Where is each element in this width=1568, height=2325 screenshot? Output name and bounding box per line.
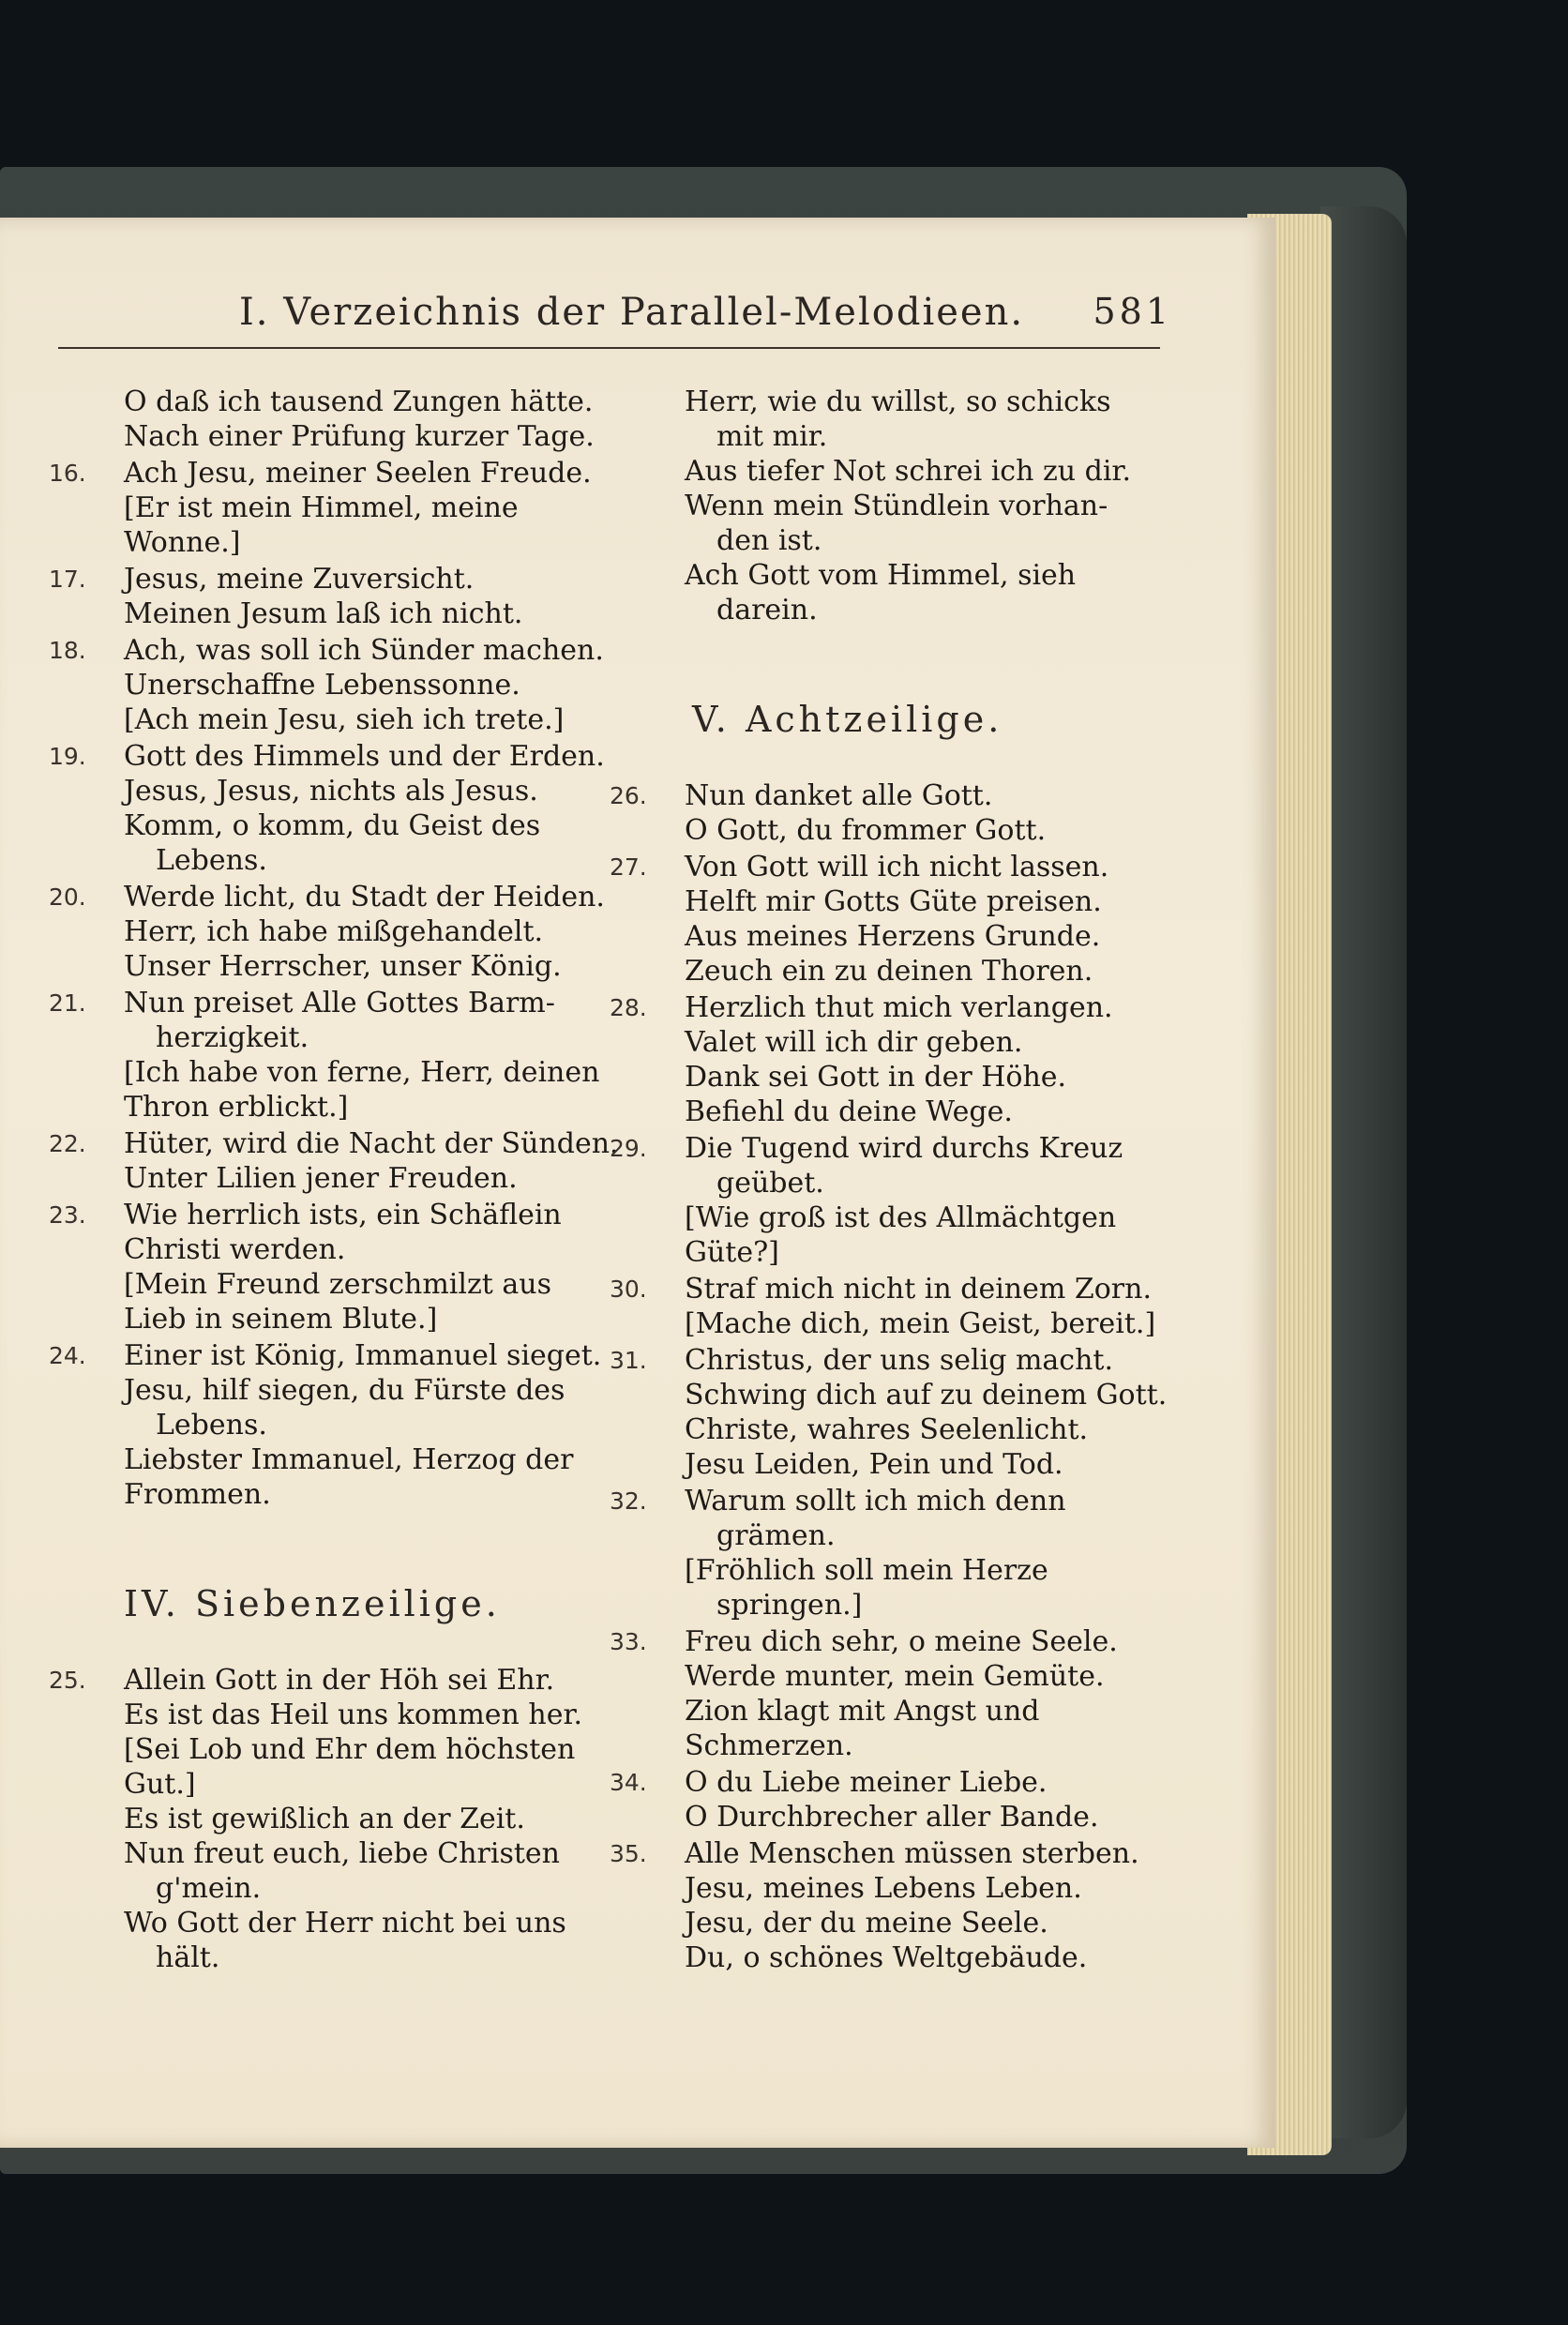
hymn-line: Einer ist König, Immanuel sieget.	[124, 1339, 602, 1372]
hymn-line: Liebster Immanuel, Herzog der	[124, 1443, 574, 1476]
hymn-line: Jesus, meine Zuversicht.	[124, 563, 475, 596]
hymn-line: Gut.]	[124, 1768, 196, 1801]
entry-lines	[124, 739, 605, 878]
hymn-line: Hüter, wird die Nacht der Sünden.	[124, 1127, 619, 1160]
hymn-line: Thron erblickt.]	[124, 1091, 349, 1124]
hymn-line: Wenn mein Stündlein vorhan-	[685, 490, 1108, 522]
hymn-entry	[610, 850, 1158, 989]
hymn-line: darein.	[716, 594, 818, 627]
entry-lines	[685, 385, 1158, 627]
hymn-line: Christe, wahres Seelenlicht.	[685, 1413, 1089, 1446]
hymn-entry	[610, 1272, 1158, 1341]
section-heading-v: V. Achtzeilige.	[692, 699, 1003, 740]
entry-number: 23.	[49, 1201, 86, 1229]
entry-lines	[685, 850, 1158, 989]
entry-lines	[685, 1131, 1158, 1270]
entry-number: 33.	[610, 1628, 647, 1655]
entry-number: 19.	[49, 743, 86, 770]
entry-number: 30.	[610, 1276, 647, 1303]
entry-lines	[685, 1343, 1168, 1482]
hymn-line: Zion klagt mit Angst und	[685, 1695, 1040, 1728]
hymn-line: g'mein.	[156, 1872, 262, 1905]
hymn-line: Ach Jesu, meiner Seelen Freude.	[124, 457, 592, 490]
entry-number: 34.	[610, 1769, 647, 1796]
entry-number: 35.	[610, 1840, 647, 1867]
hymn-line: Aus meines Herzens Grunde.	[685, 920, 1101, 953]
entry-number: 26.	[610, 782, 647, 809]
hymn-line: springen.]	[716, 1589, 863, 1622]
entry-lines	[124, 1663, 583, 1975]
entry-number: 22.	[49, 1130, 86, 1157]
hymn-line: O du Liebe meiner Liebe.	[685, 1766, 1048, 1799]
hymn-line: Es ist gewißlich an der Zeit.	[124, 1803, 525, 1835]
hymn-line: Ach Gott vom Himmel, sieh	[685, 559, 1077, 592]
entry-number: 29.	[610, 1135, 647, 1162]
hymn-line: Nun preiset Alle Gottes Barm-	[124, 987, 555, 1019]
hymn-line: Wie herrlich ists, ein Schäflein	[124, 1199, 562, 1231]
entry-lines	[124, 633, 604, 737]
entry-lines	[124, 1338, 602, 1512]
hymn-entry	[610, 1624, 1158, 1763]
entry-lines	[124, 456, 592, 560]
entry-lines	[685, 778, 1158, 848]
hymn-line: Jesu Leiden, Pein und Tod.	[685, 1448, 1063, 1481]
hymn-entry	[49, 1198, 583, 1336]
hymn-entry	[49, 1338, 602, 1512]
entry-lines	[124, 1198, 583, 1336]
hymn-line: Allein Gott in der Höh sei Ehr.	[124, 1664, 555, 1697]
hymn-entry	[610, 990, 1158, 1129]
section-heading-iv: IV. Siebenzeilige.	[124, 1583, 501, 1624]
hymn-line: Meinen Jesum laß ich nicht.	[124, 597, 523, 630]
hymn-line: O Gott, du frommer Gott.	[685, 814, 1047, 847]
hymn-entry	[610, 778, 1158, 848]
hymn-line: Du, o schönes Weltgebäude.	[685, 1941, 1088, 1974]
page-title: I. Verzeichnis der Parallel-Melodieen.	[239, 291, 1025, 334]
entry-number: 25.	[49, 1667, 86, 1694]
hymn-entry	[49, 1126, 619, 1196]
hymn-line: Dank sei Gott in der Höhe.	[685, 1061, 1067, 1094]
hymn-line: [Mache dich, mein Geist, bereit.]	[685, 1307, 1156, 1340]
page-number: 581	[1093, 291, 1172, 332]
hymn-entry	[610, 1765, 1158, 1834]
hymn-line: Unter Lilien jener Freuden.	[124, 1162, 518, 1195]
hymn-line: Alle Menschen müssen sterben.	[685, 1837, 1139, 1870]
hymn-line: Christus, der uns selig macht.	[685, 1344, 1113, 1377]
hymn-line: Warum sollt ich mich denn	[685, 1485, 1066, 1517]
hymn-line: Unerschaffne Lebenssonne.	[124, 669, 520, 702]
entry-number: 24.	[49, 1342, 86, 1369]
hymn-entry	[49, 986, 600, 1125]
hymn-line: Nach einer Prüfung kurzer Tage.	[124, 420, 595, 453]
hymn-line: Komm, o komm, du Geist des	[124, 809, 541, 842]
hymn-entry	[49, 562, 583, 631]
book-cover-edge	[1320, 206, 1407, 2138]
hymn-line: Es ist das Heil uns kommen her.	[124, 1698, 583, 1731]
hymn-line: [Fröhlich soll mein Herze	[685, 1554, 1048, 1587]
left-column	[49, 385, 619, 1977]
hymn-entry	[610, 385, 1158, 627]
hymn-line: Christi werden.	[124, 1233, 346, 1266]
entry-number: 18.	[49, 637, 86, 664]
hymn-line: Helft mir Gotts Güte preisen.	[685, 885, 1102, 918]
hymn-line: Jesu, meines Lebens Leben.	[685, 1872, 1082, 1905]
hymn-line: Die Tugend wird durchs Kreuz	[685, 1132, 1123, 1165]
hymn-line: Zeuch ein zu deinen Thoren.	[685, 955, 1093, 988]
hymn-line: geübet.	[716, 1167, 824, 1200]
hymn-line: [Wie groß ist des Allmächtgen	[685, 1201, 1117, 1234]
entry-lines	[124, 986, 600, 1125]
hymn-line: herzigkeit.	[156, 1021, 309, 1054]
hymn-line: Werde munter, mein Gemüte.	[685, 1660, 1105, 1693]
entry-number: 17.	[49, 566, 86, 593]
hymn-entry	[49, 880, 605, 984]
hymn-line: Herzlich thut mich verlangen.	[685, 991, 1113, 1024]
entry-number: 28.	[610, 994, 647, 1021]
hymn-line: [Ich habe von ferne, Herr, deinen	[124, 1056, 600, 1089]
hymn-line: Aus tiefer Not schrei ich zu dir.	[685, 455, 1132, 488]
hymn-entry	[49, 633, 604, 737]
hymn-line: Frommen.	[124, 1478, 271, 1511]
hymn-line: Gott des Himmels und der Erden.	[124, 740, 605, 773]
hymn-entry	[49, 385, 595, 454]
entry-number: 27.	[610, 853, 647, 881]
hymn-line: [Ach mein Jesu, sieh ich trete.]	[124, 703, 565, 736]
hymn-entry	[610, 1343, 1168, 1482]
entry-lines	[685, 1272, 1158, 1341]
entry-lines	[685, 1624, 1158, 1763]
entry-lines	[685, 990, 1158, 1129]
hymn-line: Nun freut euch, liebe Christen	[124, 1837, 560, 1870]
hymn-line: [Mein Freund zerschmilzt aus	[124, 1268, 551, 1301]
hymn-line: Wonne.]	[124, 526, 241, 559]
entry-lines	[685, 1765, 1158, 1834]
hymn-line: Herr, ich habe mißgehandelt.	[124, 915, 544, 948]
hymn-line: Lebens.	[156, 844, 267, 877]
hymn-line: Nun danket alle Gott.	[685, 779, 993, 812]
hymn-line: Jesus, Jesus, nichts als Jesus.	[124, 775, 538, 808]
hymn-line: Von Gott will ich nicht lassen.	[685, 851, 1109, 883]
hymn-entry	[610, 1836, 1158, 1975]
entry-number: 20.	[49, 883, 86, 911]
hymn-line: den ist.	[716, 524, 822, 557]
hymn-line: Ach, was soll ich Sünder machen.	[124, 634, 604, 667]
hymn-line: Schwing dich auf zu deinem Gott.	[685, 1379, 1168, 1412]
hymn-line: O Durchbrecher aller Bande.	[685, 1801, 1099, 1834]
hymn-entry	[49, 1663, 583, 1975]
hymn-line: Unser Herrscher, unser König.	[124, 950, 562, 983]
entry-lines	[124, 1126, 619, 1196]
entry-lines	[124, 385, 595, 454]
hymn-line: Schmerzen.	[685, 1729, 853, 1762]
hymn-entry	[610, 1484, 1158, 1623]
hymn-line: O daß ich tausend Zungen hätte.	[124, 385, 594, 418]
hymn-line: Valet will ich dir geben.	[685, 1026, 1023, 1059]
hymn-line: Herr, wie du willst, so schicks	[685, 385, 1111, 418]
hymn-line: Lieb in seinem Blute.]	[124, 1303, 438, 1336]
hymn-entry	[49, 739, 605, 878]
hymn-line: Wo Gott der Herr nicht bei uns	[124, 1907, 566, 1940]
hymn-line: Lebens.	[156, 1409, 267, 1442]
hymn-line: mit mir.	[716, 420, 828, 453]
hymn-line: [Er ist mein Himmel, meine	[124, 491, 519, 524]
entry-lines	[685, 1484, 1158, 1623]
right-column	[610, 385, 1168, 1977]
entry-number: 21.	[49, 989, 86, 1017]
entry-number: 16.	[49, 460, 86, 487]
entry-number: 31.	[610, 1347, 647, 1374]
hymn-line: grämen.	[716, 1519, 836, 1552]
hymn-line: Freu dich sehr, o meine Seele.	[685, 1625, 1118, 1658]
entry-lines	[124, 562, 583, 631]
hymn-entry	[49, 456, 592, 560]
hymn-line: hält.	[156, 1941, 220, 1974]
entry-lines	[124, 880, 605, 984]
hymn-line: [Sei Lob und Ehr dem höchsten	[124, 1733, 576, 1766]
hymn-line: Güte?]	[685, 1236, 779, 1269]
header-rule	[58, 347, 1160, 349]
hymn-line: Jesu, hilf siegen, du Fürste des	[124, 1374, 565, 1407]
hymn-line: Jesu, der du meine Seele.	[685, 1907, 1048, 1940]
entry-number: 32.	[610, 1487, 647, 1515]
entry-lines	[685, 1836, 1158, 1975]
hymn-entry	[610, 1131, 1158, 1270]
hymn-line: Straf mich nicht in deinem Zorn.	[685, 1273, 1152, 1306]
hymn-line: Werde licht, du Stadt der Heiden.	[124, 881, 605, 913]
hymn-line: Befiehl du deine Wege.	[685, 1095, 1013, 1128]
